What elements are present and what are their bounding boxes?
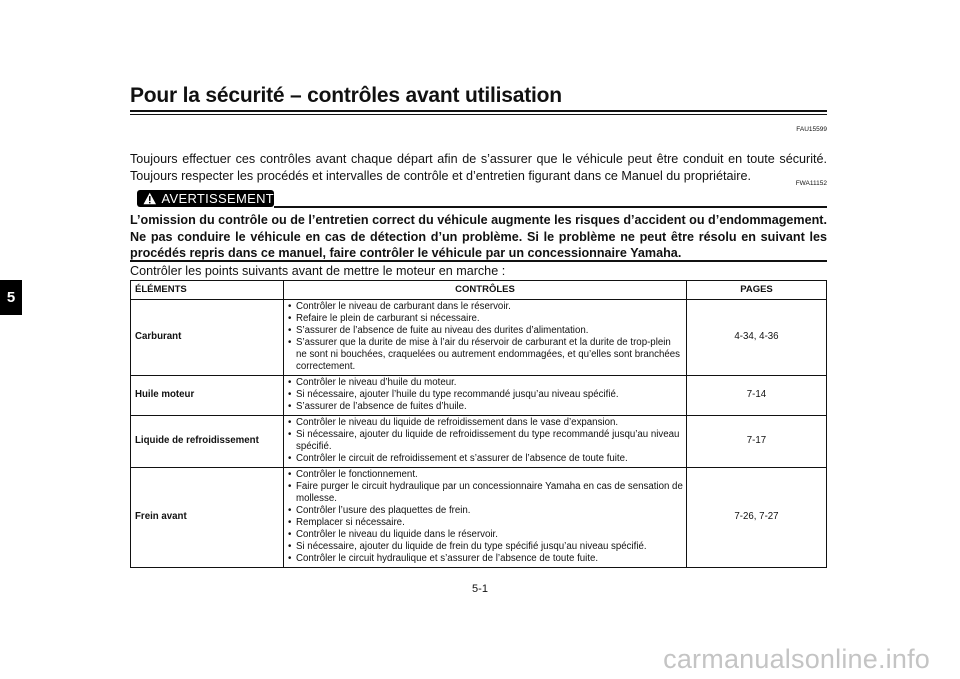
- intro-paragraph: Toujours effectuer ces contrôles avant chaque départ afin de s’assurer que le véhicule peut être conduit en toute sécurité. Toujours respecter les procédés et intervalles de contrôle et d’entretien figurant dans ce Manuel du propriétaire.: [130, 152, 827, 183]
- table-row: [131, 376, 827, 416]
- header-pages: PAGES: [687, 281, 827, 300]
- watermark-link[interactable]: carmanualsonline.info: [663, 644, 930, 674]
- check-item: • Si nécessaire, ajouter l’huile du type recommandé jusqu’au niveau spécifié.: [287, 389, 683, 401]
- table-row: [131, 468, 827, 568]
- row-checks: [284, 376, 687, 416]
- section-code: FAU15599: [796, 126, 827, 133]
- table-row: [131, 416, 827, 468]
- check-item: • Remplacer si nécessaire.: [287, 517, 683, 529]
- header-elements: ÉLÉMENTS: [131, 281, 284, 300]
- row-pages: 7-14: [687, 376, 827, 416]
- page-number: 5-1: [472, 583, 488, 595]
- check-item: • Contrôler le circuit de refroidissement et s’assurer de l’absence de toute fuite.: [287, 453, 683, 465]
- warning-badge: [137, 190, 274, 207]
- row-element: Carburant: [131, 300, 284, 376]
- row-checks: [284, 468, 687, 568]
- table-header-row: [131, 281, 827, 300]
- row-element: Liquide de refroidissement: [131, 416, 284, 468]
- row-pages: 7-26, 7-27: [687, 468, 827, 568]
- check-item: • Contrôler le niveau du liquide de refroidissement dans le vase d’expansion.: [287, 417, 683, 429]
- header-checks: CONTRÔLES: [284, 281, 687, 300]
- row-element: Frein avant: [131, 468, 284, 568]
- check-item: • S’assurer de l’absence de fuite au niveau des durites d’alimentation.: [287, 325, 683, 337]
- check-item: • Refaire le plein de carburant si nécessaire.: [287, 313, 683, 325]
- row-checks: [284, 416, 687, 468]
- title-rule-thin: [130, 114, 827, 115]
- warning-bottom-rule: [130, 260, 827, 262]
- table-row: [131, 300, 827, 376]
- row-pages: 7-17: [687, 416, 827, 468]
- check-item: • Si nécessaire, ajouter du liquide de frein du type spécifié jusqu’au niveau spécifié.: [287, 541, 683, 553]
- row-element: Huile moteur: [131, 376, 284, 416]
- check-item: • Contrôler le niveau d’huile du moteur.: [287, 377, 683, 389]
- warning-text: L’omission du contrôle ou de l’entretien correct du véhicule augmente les risques d’accident ou d’endommagement. Ne pas conduire le véhicule en cas de détection d’un problème. Si le problème ne peut être résolu en suivant les procédés repris dans ce manuel, faire contrôler le véhicule par un concessionnaire Yamaha.: [130, 213, 827, 260]
- chapter-tab: 5: [0, 280, 22, 315]
- row-checks: [284, 300, 687, 376]
- checks-table: [130, 280, 827, 568]
- check-item: • Faire purger le circuit hydraulique par un concessionnaire Yamaha en cas de sensation de mollesse.: [287, 481, 683, 505]
- check-item: • Si nécessaire, ajouter du liquide de refroidissement du type recommandé jusqu’au niveau spécifié.: [287, 429, 683, 453]
- checks-intro: Contrôler les points suivants avant de mettre le moteur en marche :: [130, 264, 506, 278]
- check-item: • Contrôler le niveau de carburant dans le réservoir.: [287, 301, 683, 313]
- row-pages: 4-34, 4-36: [687, 300, 827, 376]
- warning-triangle-icon: [143, 192, 157, 205]
- check-item: • Contrôler le niveau du liquide dans le réservoir.: [287, 529, 683, 541]
- check-item: • Contrôler l’usure des plaquettes de frein.: [287, 505, 683, 517]
- warning-code: FWA11152: [795, 180, 827, 187]
- warning-label: AVERTISSEMENT: [161, 191, 274, 206]
- check-item: • Contrôler le fonctionnement.: [287, 469, 683, 481]
- page-title: Pour la sécurité – contrôles avant utilisation: [130, 84, 562, 107]
- check-item: • Contrôler le circuit hydraulique et s’assurer de l’absence de toute fuite.: [287, 553, 683, 565]
- check-item: • S’assurer que la durite de mise à l’air du réservoir de carburant et la durite de trop-plein ne sont ni bouchées, craquelées ou autrement endommagées, et qu’elles sont branchées correctement.: [287, 337, 683, 373]
- check-item: • S’assurer de l’absence de fuites d’huile.: [287, 401, 683, 413]
- warning-header-rule: [274, 206, 827, 208]
- title-rule-thick: [130, 110, 827, 112]
